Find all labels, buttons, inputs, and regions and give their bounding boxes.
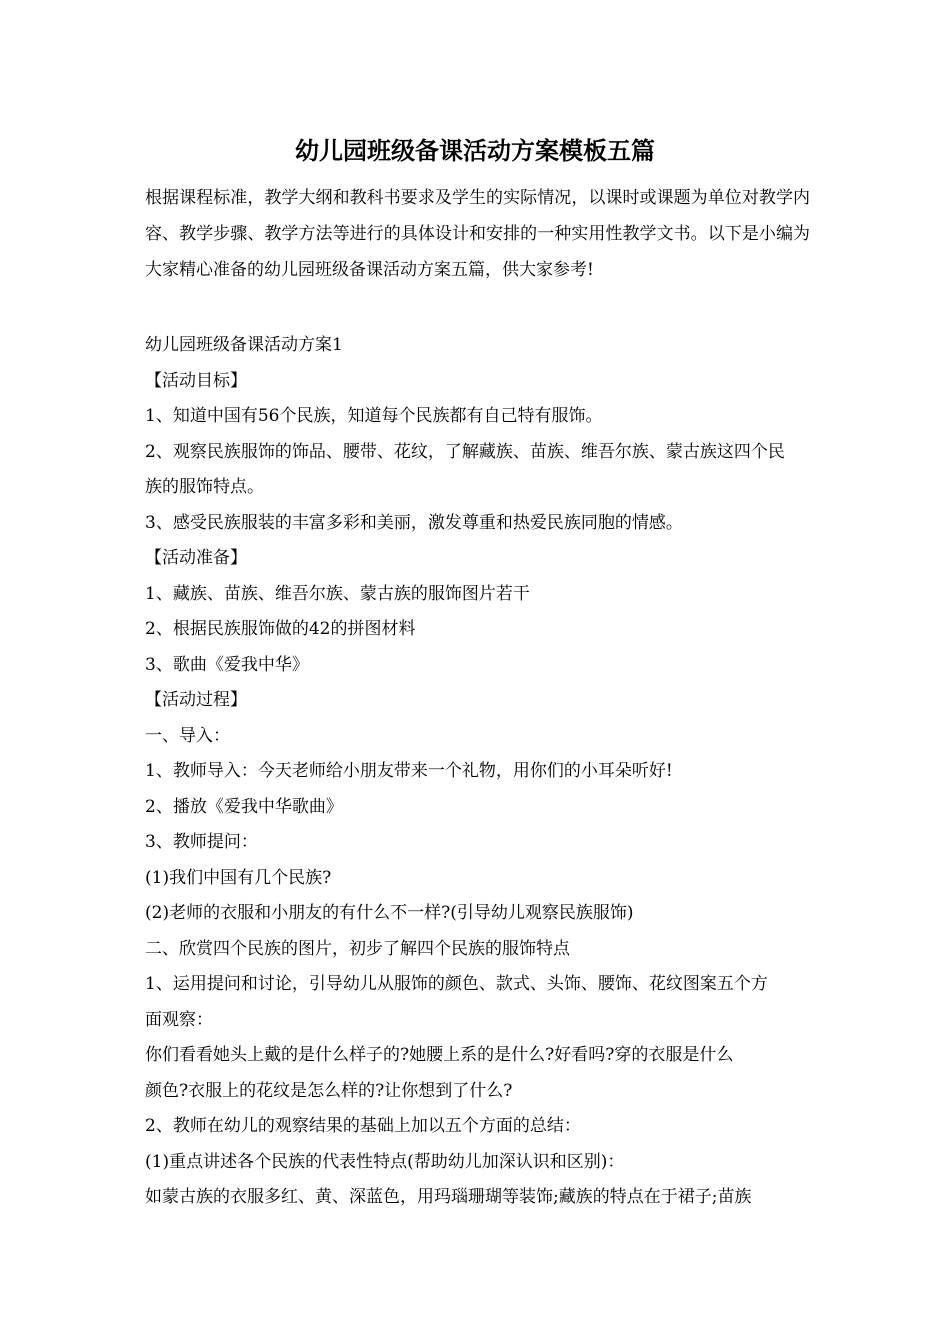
- text-line: 你们看看她头上戴的是什么样子的?她腰上系的是什么?好看吗?穿的衣服是什么: [145, 1045, 734, 1065]
- text-line: 二、欣赏四个民族的图片，初步了解四个民族的服饰特点: [145, 938, 570, 959]
- text-line: (2)老师的衣服和小朋友的有什么不一样?(引导幼儿观察民族服饰): [145, 903, 634, 923]
- text-line: 3、感受民族服装的丰富多彩和美丽，激发尊重和热爱民族同胞的情感。: [145, 512, 683, 533]
- text-line: 3、歌曲《爱我中华》: [145, 654, 309, 675]
- text-line: 2、根据民族服饰做的42的拼图材料: [145, 619, 416, 639]
- text-line: 2、教师在幼儿的观察结果的基础上加以五个方面的总结：: [145, 1116, 581, 1136]
- text-line: 2、播放《爱我中华歌曲》: [145, 796, 343, 817]
- text-line: 2、观察民族服饰的饰品、腰带、花纹，了解藏族、苗族、维吾尔族、蒙古族这四个民: [145, 441, 785, 462]
- text-line: 3、教师提问：: [145, 832, 258, 852]
- text-line: (1)我们中国有几个民族?: [145, 867, 332, 888]
- text-line: 族的服饰特点。: [145, 477, 264, 497]
- text-line: 如蒙古族的衣服多红、黄、深蓝色，用玛瑙珊瑚等装饰;藏族的特点在于裙子;苗族: [145, 1187, 752, 1207]
- text-line: (1)重点讲述各个民族的代表性特点(帮助幼儿加深认识和区别)：: [145, 1151, 625, 1172]
- text-line: 【活动过程】: [145, 690, 247, 710]
- text-line: 1、知道中国有56个民族，知道每个民族都有自己特有服饰。: [145, 406, 603, 426]
- text-line: 1、藏族、苗族、维吾尔族、蒙古族的服饰图片若干: [145, 583, 530, 604]
- text-line: 1、运用提问和讨论，引导幼儿从服饰的颜色、款式、头饰、腰饰、花纹图案五个方: [145, 974, 768, 994]
- text-line: 颜色?衣服上的花纹是怎么样的?让你想到了什么?: [145, 1080, 513, 1101]
- text-line: 【活动准备】: [145, 548, 247, 568]
- document-title: 幼儿园班级备课活动方案模板五篇: [295, 136, 655, 165]
- text-line: 1、教师导入：今天老师给小朋友带来一个礼物，用你们的小耳朵听好!: [145, 761, 673, 781]
- text-line: 面观察：: [145, 1009, 213, 1030]
- text-line: 【活动目标】: [145, 370, 247, 391]
- text-line: 一、导入：: [145, 725, 230, 746]
- intro-paragraph: 根据课程标准，教学大纲和教科书要求及学生的实际情况，以课时或课题为单位对教学内容、教学步骤、教学方法等进行的具体设计和安排的一种实用性教学文书。以下是小编为大家精心准备的幼儿园班级备课活动方案五篇，供大家参考!: [145, 188, 810, 280]
- text-line: 幼儿园班级备课活动方案1: [145, 335, 343, 355]
- body-text: [145, 328, 810, 1216]
